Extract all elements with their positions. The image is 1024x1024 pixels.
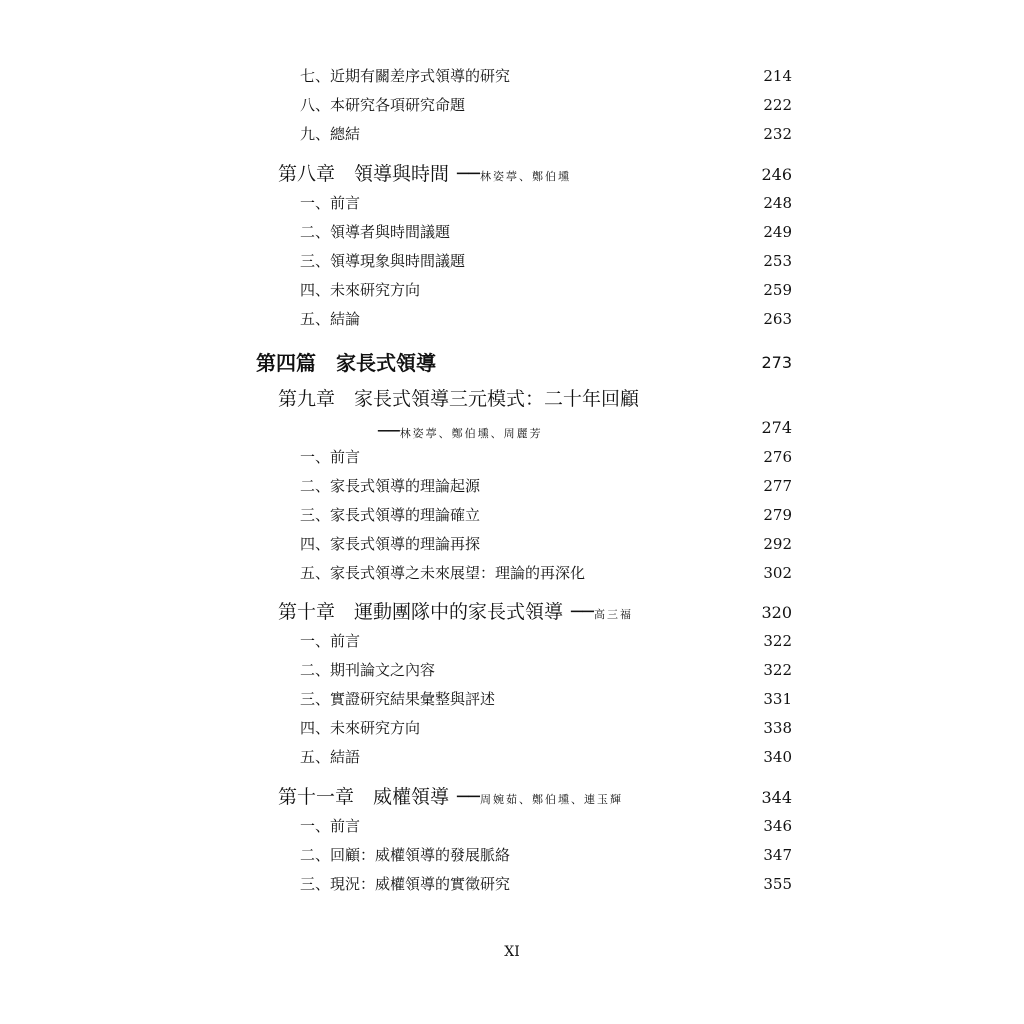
page-number: 344: [761, 788, 792, 807]
page-number: 292: [763, 535, 792, 553]
author-dash: ──: [378, 421, 400, 442]
chapter-authors-line: [378, 423, 543, 441]
section-title: 五、結語: [300, 748, 361, 766]
section-title: 九、總結: [300, 125, 361, 143]
section-title: 二、期刊論文之內容: [300, 661, 436, 679]
section-title: 三、家長式領導的理論確立: [300, 506, 481, 524]
section-title: 七、近期有關差序式領導的研究: [300, 67, 511, 85]
page-folio: XI: [504, 944, 520, 960]
page-number: 277: [763, 477, 792, 495]
section-title: 五、家長式領導之未來展望：理論的再深化: [300, 564, 586, 582]
chapter-authors: 周婉茹、鄭伯壎、連玉輝: [479, 793, 623, 806]
chapter-title: 第十一章 威權領導: [278, 786, 450, 808]
chapter-title: 第十章 運動團隊中的家長式領導: [278, 601, 564, 623]
author-dash: ──: [457, 163, 480, 185]
chapter-title-line: [278, 788, 623, 807]
chapter-authors: 林姿葶、鄭伯壎、周麗芳: [399, 427, 543, 440]
chapter-title: 第八章 領導與時間: [278, 163, 450, 185]
author-dash: ──: [457, 786, 480, 808]
page-number: 338: [763, 719, 792, 737]
page-number: 331: [763, 690, 792, 708]
chapter-title-line: [278, 165, 571, 184]
page-number: 273: [761, 353, 792, 372]
page-number: 246: [761, 165, 792, 184]
page-number: 302: [763, 564, 792, 582]
page-number: 253: [763, 252, 792, 270]
page-number: 320: [761, 603, 792, 622]
page-number: 263: [763, 310, 792, 328]
section-title: 四、家長式領導的理論再探: [300, 535, 481, 553]
section-title: 三、現況：威權領導的實徵研究: [300, 875, 511, 893]
author-dash: ──: [571, 601, 594, 623]
chapter-title: 第九章 家長式領導三元模式：二十年回顧: [278, 388, 640, 410]
section-title: 五、結論: [300, 310, 361, 328]
page-number: 222: [763, 96, 792, 114]
section-title: 三、領導現象與時間議題: [300, 252, 466, 270]
page-number: 249: [763, 223, 792, 241]
section-title: 四、未來研究方向: [300, 281, 421, 299]
section-title: 三、實證研究結果彙整與評述: [300, 690, 496, 708]
section-title: 二、家長式領導的理論起源: [300, 477, 481, 495]
page-number: 248: [763, 194, 792, 212]
page-number: 322: [763, 632, 792, 650]
page-number: 322: [763, 661, 792, 679]
page-number: 276: [763, 448, 792, 466]
section-title: 一、前言: [300, 448, 361, 466]
page-number: 340: [763, 748, 792, 766]
section-title: 一、前言: [300, 632, 361, 650]
chapter-authors: 林姿葶、鄭伯壎: [479, 170, 571, 183]
page-number: 274: [761, 418, 792, 437]
section-title: 二、領導者與時間議題: [300, 223, 451, 241]
section-title: 一、前言: [300, 194, 361, 212]
section-title: 四、未來研究方向: [300, 719, 421, 737]
page-number: 259: [763, 281, 792, 299]
section-title: 二、回顧：威權領導的發展脈絡: [300, 846, 511, 864]
chapter-authors: 高三福: [593, 608, 633, 621]
page-number: 214: [763, 67, 792, 85]
part-title: 第四篇 家長式領導: [256, 351, 436, 375]
page-number: 346: [763, 817, 792, 835]
section-title: 一、前言: [300, 817, 361, 835]
page-number: 355: [763, 875, 792, 893]
page-number: 232: [763, 125, 792, 143]
section-title: 八、本研究各項研究命題: [300, 96, 466, 114]
page-number: 347: [763, 846, 792, 864]
page-number: 279: [763, 506, 792, 524]
chapter-title-line: [278, 603, 633, 622]
